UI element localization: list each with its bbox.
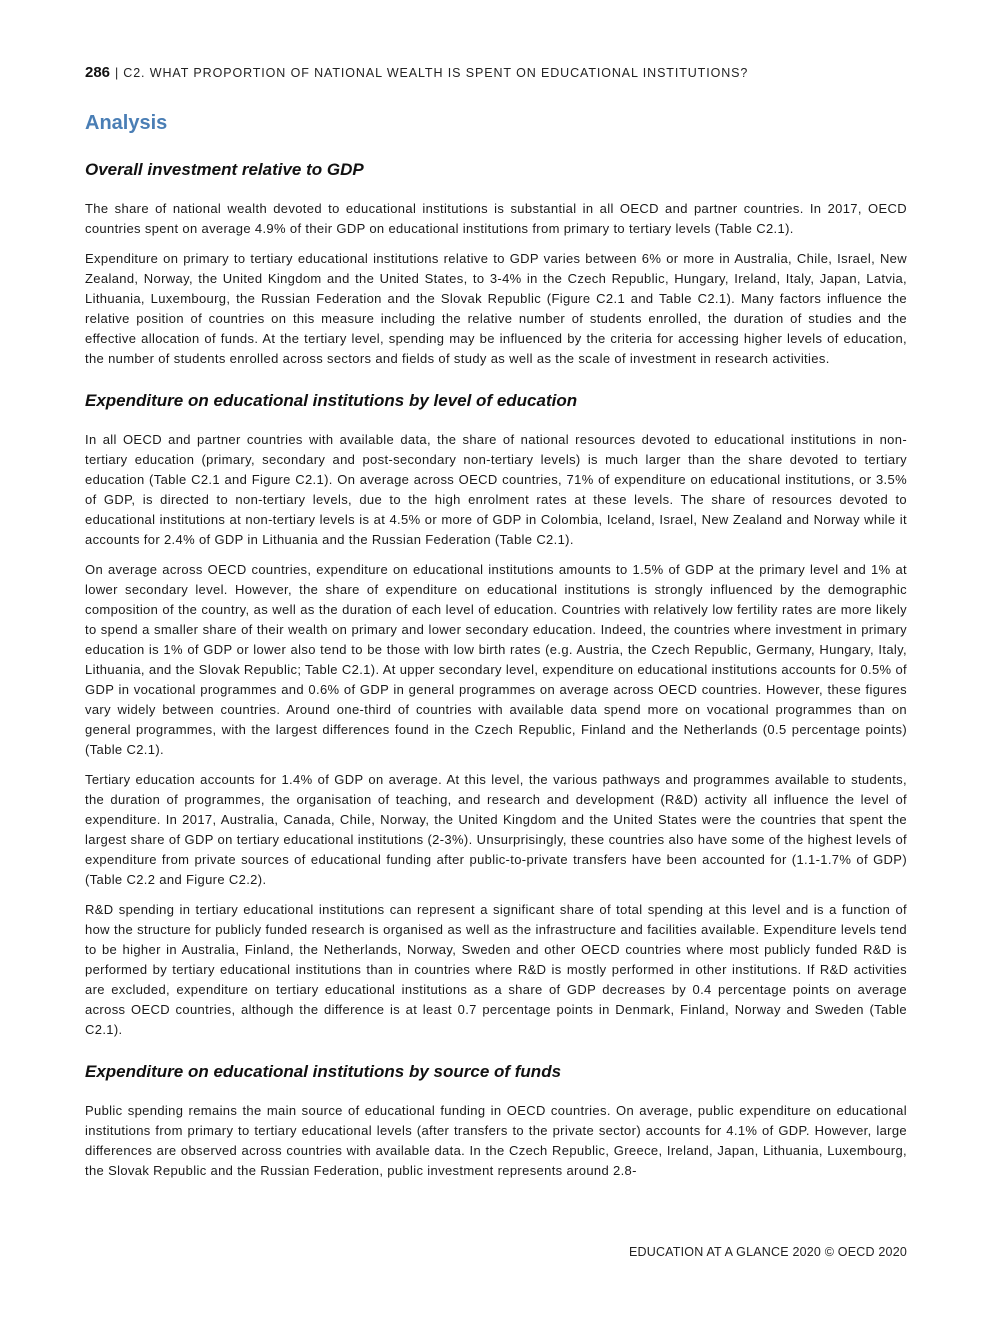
- section-title: Analysis: [85, 112, 168, 134]
- chapter-title: C2. WHAT PROPORTION OF NATIONAL WEALTH IS SPENT ON EDUCATIONAL INSTITUTIONS?: [123, 66, 749, 80]
- page-footer: EDUCATION AT A GLANCE 2020 © OECD 2020: [628, 1245, 907, 1259]
- subsection-heading-overall-investment: Overall investment relative to GDP: [85, 160, 364, 179]
- paragraph: R&D spending in tertiary educational institutions can represent a significant share of total spending at this level and is a function of how the structure for publicly funded research is organised as well as the infrastructure and facilities available. Expenditure levels tend to be higher in Australia, Finland, the Netherlands, Norway, Sweden and other OECD countries where most publicly funded R&D is performed by tertiary educational institutions than in countries where R&D is mostly performed in other institutions. If R&D activities are excluded, expenditure on tertiary educational institutions as a share of GDP decreases by 0.4 percentage points on average across OECD countries, although the difference is at least 0.7 percentage points in Denmark, Finland, Norway and Sweden (Table C2.1).: [85, 902, 907, 1037]
- page-number: 286: [85, 64, 111, 81]
- paragraph: The share of national wealth devoted to educational institutions is substantial in all OECD and partner countries. In 2017, OECD countries spent on average 4.9% of their GDP on educational institutions from primary to tertiary levels (Table C2.1).: [85, 201, 907, 236]
- running-header: [85, 60, 907, 86]
- header-separator: |: [115, 66, 119, 80]
- page-content: [85, 60, 907, 1181]
- paragraph: Expenditure on primary to tertiary educational institutions relative to GDP varies between 6% or more in Australia, Chile, Israel, New Zealand, Norway, the United Kingdom and the United States, to 3-4% in the Czech Republic, Hungary, Ireland, Italy, Japan, Latvia, Lithuania, Luxembourg, the Russian Federation and the Slovak Republic (Figure C2.1 and Table C2.1). Many factors influence the relative position of countries on this measure including the relative number of students enrolled, the duration of studies and the effective allocation of funds. At the tertiary level, spending may be influenced by the criteria for accessing higher levels of education, the number of students enrolled across sectors and fields of study as well as the scale of investment in research activities.: [85, 251, 907, 366]
- paragraph: Tertiary education accounts for 1.4% of GDP on average. At this level, the various pathways and programmes available to students, the duration of programmes, the organisation of teaching, and research and development (R&D) activity all influence the level of expenditure. In 2017, Australia, Canada, Chile, Norway, the United Kingdom and the United States were the countries that spent the largest share of GDP on tertiary educational institutions (2-3%). Unsurprisingly, these countries also have some of the highest levels of expenditure from private sources of educational funding after public-to-private transfers have been accounted for (1.1-1.7% of GDP) (Table C2.2 and Figure C2.2).: [85, 772, 907, 887]
- paragraph: On average across OECD countries, expenditure on educational institutions amounts to 1.5% of GDP at the primary level and 1% at lower secondary level. However, the share of expenditure on educational institutions is strongly influenced by the demographic composition of the country, as well as the duration of each level of education. Countries with relatively low fertility rates are more likely to spend a smaller share of their wealth on primary and lower secondary education. Indeed, the countries where investment in primary education is 1% of GDP or lower also tend to be those with low birth rates (e.g. Austria, the Czech Republic, Germany, Hungary, Italy, Lithuania, and the Slovak Republic; Table C2.1). At upper secondary level, expenditure on educational institutions accounts for 0.5% of GDP in vocational programmes and 0.6% of GDP in general programmes on average across OECD countries. However, these figures vary widely between countries. Around one-third of countries with available data spend more on vocational programmes than on general programmes, with the largest differences found in the Czech Republic, Finland and the Netherlands (0.5 percentage points) (Table C2.1).: [85, 562, 907, 757]
- subsection-heading-source-of-funds: Expenditure on educational institutions by source of funds: [85, 1062, 562, 1081]
- subsection-heading-level-of-education: Expenditure on educational institutions by level of education: [85, 391, 578, 410]
- paragraph: Public spending remains the main source of educational funding in OECD countries. On average, public expenditure on educational institutions from primary to tertiary educational levels (after transfers to the private sector) accounts for 4.1% of GDP. However, large differences are observed across countries with available data. In the Czech Republic, Greece, Ireland, Japan, Lithuania, Luxembourg, the Slovak Republic and the Russian Federation, public investment represents around 2.8-: [85, 1103, 907, 1178]
- paragraph: In all OECD and partner countries with available data, the share of national resources devoted to educational institutions in non-tertiary education (primary, secondary and post-secondary non-tertiary levels) is much larger than the share devoted to tertiary education (Table C2.1 and Figure C2.1). On average across OECD countries, 71% of expenditure on educational institutions, or 3.5% of GDP, is directed to non-tertiary levels, due to the high enrolment rates at these levels. The share of resources devoted to educational institutions at non-tertiary levels is at 4.5% or more of GDP in Colombia, Iceland, Israel, New Zealand and Norway while it accounts for 2.4% of GDP in Lithuania and the Russian Federation (Table C2.1).: [85, 432, 907, 547]
